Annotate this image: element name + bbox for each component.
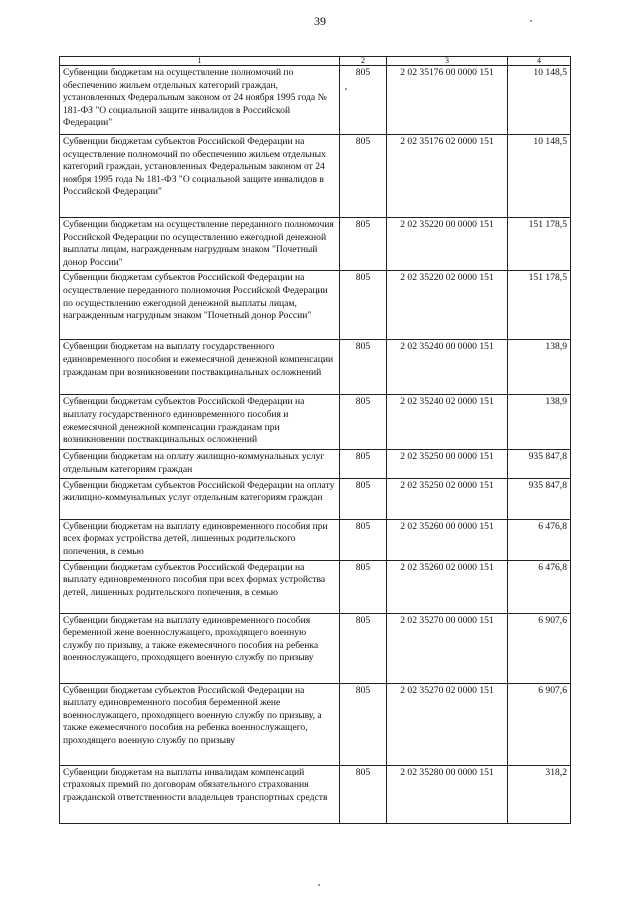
row-name: Субвенции бюджетам субъектов Российской Федерации на выплату единовременного пособия беременной жене военнослужащего, проходящего военную службу по призыву, а также ежемесячного пособия на ребенка военнослужащего, проходящего военную службу по призыву: [60, 683, 340, 765]
row-budget-code: 2 02 35176 00 0000 151: [387, 66, 508, 135]
table-row: [60, 765, 571, 823]
row-name: Субвенции бюджетам на выплату единовременного пособия беременной жене военнослужащего, проходящего военную службу по призыву, а также ежемесячного пособия на ребенка военнослужащего, проходящего военную службу по призыву: [60, 613, 340, 683]
row-amount: 6 907,6: [508, 683, 571, 765]
row-admin-code: 805: [340, 271, 387, 340]
row-budget-code: 2 02 35250 00 0000 151: [387, 450, 508, 478]
row-admin-code: 805: [340, 560, 387, 613]
scan-speck: [345, 88, 347, 90]
row-admin-code: 805: [340, 66, 387, 135]
table-row: [60, 613, 571, 683]
budget-table: [59, 56, 571, 824]
row-name: Субвенции бюджетам на осуществление переданного полномочия Российской Федерации по осуществлению ежегодной денежной выплаты лицам, награжденным нагрудным знаком "Почетный донор России": [60, 218, 340, 271]
row-admin-code: 805: [340, 478, 387, 519]
table-row: [60, 340, 571, 395]
row-name: Субвенции бюджетам на выплату государственного единовременного пособия и ежемесячной денежной компенсации гражданам при возникновении поствакцинальных осложнений: [60, 340, 340, 395]
row-amount: 138,9: [508, 395, 571, 450]
row-amount: 151 178,5: [508, 218, 571, 271]
row-budget-code: 2 02 35220 02 0000 151: [387, 271, 508, 340]
column-header-1: 1: [60, 57, 340, 66]
table-row: [60, 135, 571, 218]
row-admin-code: 805: [340, 135, 387, 218]
header-row: [60, 57, 571, 66]
table-row: [60, 683, 571, 765]
row-admin-code: 805: [340, 218, 387, 271]
row-admin-code: 805: [340, 613, 387, 683]
row-admin-code: 805: [340, 340, 387, 395]
row-budget-code: 2 02 35280 00 0000 151: [387, 765, 508, 823]
row-amount: 10 148,5: [508, 66, 571, 135]
row-name: Субвенции бюджетам субъектов Российской Федерации на выплату государственного единовременного пособия и ежемесячной денежной компенсации гражданам при возникновении поствакцинальных осложнений: [60, 395, 340, 450]
table-row: [60, 66, 571, 135]
row-amount: 10 148,5: [508, 135, 571, 218]
page-number: 39: [314, 14, 326, 28]
table-row: [60, 519, 571, 560]
row-admin-code: 805: [340, 395, 387, 450]
row-budget-code: 2 02 35270 00 0000 151: [387, 613, 508, 683]
table-row: [60, 395, 571, 450]
row-name: Субвенции бюджетам на выплату единовременного пособия при всех формах устройства детей, лишенных родительского попечения, в семью: [60, 519, 340, 560]
scan-speck: [530, 20, 532, 22]
row-amount: 318,2: [508, 765, 571, 823]
row-name: Субвенции бюджетам субъектов Российской Федерации на осуществление переданного полномочия Российской Федерации по осуществлению ежегодной денежной выплаты лицам, награжденным нагрудным знаком "Почетный донор России": [60, 271, 340, 340]
table-row: [60, 450, 571, 478]
row-budget-code: 2 02 35240 02 0000 151: [387, 395, 508, 450]
row-name: Субвенции бюджетам на осуществление полномочий по обеспечению жильем отдельных категорий граждан, установленных Федеральным законом от 24 ноября 1995 года № 181-ФЗ "О социальной защите инвалидов в Российской Федерации": [60, 66, 340, 135]
row-amount: 151 178,5: [508, 271, 571, 340]
row-admin-code: 805: [340, 450, 387, 478]
row-amount: 6 476,8: [508, 519, 571, 560]
table-row: [60, 271, 571, 340]
row-budget-code: 2 02 35250 02 0000 151: [387, 478, 508, 519]
row-name: Субвенции бюджетам субъектов Российской Федерации на выплату единовременного пособия при всех формах устройства детей, лишенных родительского попечения, в семью: [60, 560, 340, 613]
table-row: [60, 478, 571, 519]
column-header-4: 4: [508, 57, 571, 66]
row-name: Субвенции бюджетам субъектов Российской Федерации на осуществление полномочий по обеспечению жильем отдельных категорий граждан, установленных Федеральным законом от 24 ноября 1995 года № 181-ФЗ "О социальной защите инвалидов в Российской Федерации": [60, 135, 340, 218]
scan-speck: [318, 884, 320, 886]
table-row: [60, 560, 571, 613]
row-amount: 6 907,6: [508, 613, 571, 683]
row-admin-code: 805: [340, 683, 387, 765]
row-budget-code: 2 02 35176 02 0000 151: [387, 135, 508, 218]
row-amount: 138,9: [508, 340, 571, 395]
row-budget-code: 2 02 35220 00 0000 151: [387, 218, 508, 271]
row-budget-code: 2 02 35240 00 0000 151: [387, 340, 508, 395]
row-name: Субвенции бюджетам субъектов Российской Федерации на оплату жилищно-коммунальных услуг отдельным категориям граждан: [60, 478, 340, 519]
row-amount: 6 476,8: [508, 560, 571, 613]
row-admin-code: 805: [340, 765, 387, 823]
row-name: Субвенции бюджетам на выплаты инвалидам компенсаций страховых премий по договорам обязательного страхования гражданской ответственности владельцев транспортных средств: [60, 765, 340, 823]
row-name: Субвенции бюджетам на оплату жилищно-коммунальных услуг отдельным категориям граждан: [60, 450, 340, 478]
row-budget-code: 2 02 35260 00 0000 151: [387, 519, 508, 560]
table-row: [60, 218, 571, 271]
row-amount: 935 847,8: [508, 450, 571, 478]
row-amount: 935 847,8: [508, 478, 571, 519]
row-admin-code: 805: [340, 519, 387, 560]
row-budget-code: 2 02 35270 02 0000 151: [387, 683, 508, 765]
column-header-3: 3: [387, 57, 508, 66]
row-budget-code: 2 02 35260 02 0000 151: [387, 560, 508, 613]
column-header-2: 2: [340, 57, 387, 66]
